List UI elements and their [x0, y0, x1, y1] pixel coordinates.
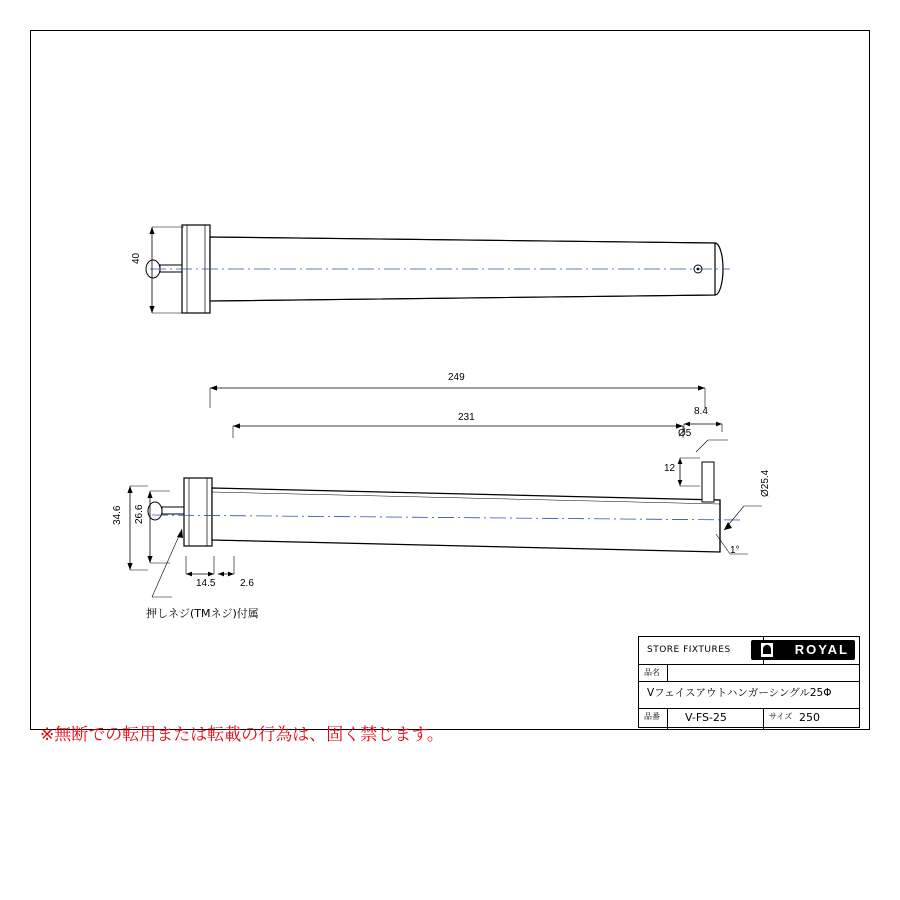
tb-sep-2 [639, 681, 859, 682]
dim-label-angle: 1° [730, 545, 740, 556]
royal-mark-icon [761, 643, 773, 657]
tb-sep-1 [639, 664, 859, 665]
screw-note-label: 押しネジ(TMネジ)付属 [146, 607, 259, 620]
tb-label-size: サイズ [769, 712, 793, 721]
tb-value-size: 250 [799, 711, 820, 724]
dim-label-8-4: 8.4 [694, 406, 708, 417]
copyright-notice: ※無断での転用または転載の行為は、固く禁じます。 [40, 725, 444, 745]
tb-value-name: Vフェイスアウトハンガーシングル25Φ [647, 687, 832, 699]
tb-vsep-2 [667, 708, 668, 729]
top-view-graphic [120, 205, 740, 335]
screw-note-leader [120, 525, 250, 615]
dim-label-dia5: Ø5 [678, 428, 692, 439]
tb-header: STORE FIXTURES [647, 645, 731, 655]
dim-label-34-6: 34.6 [112, 505, 123, 525]
dim-label-dia25-4: Ø25.4 [760, 469, 771, 497]
dim-label-12: 12 [664, 463, 676, 474]
tb-value-code: V-FS-25 [685, 711, 727, 724]
dim-label-231: 231 [458, 412, 475, 423]
brand-name: ROYAL [794, 642, 849, 657]
dim-label-26-6: 26.6 [134, 504, 145, 524]
dim-label-40: 40 [131, 252, 142, 264]
tb-label-code: 品番 [644, 712, 660, 721]
tb-vsep-3 [763, 708, 764, 729]
dim-label-2-6: 2.6 [240, 578, 254, 589]
top-view-dim-40 [128, 205, 188, 335]
dim-label-14-5: 14.5 [196, 578, 216, 589]
dim-label-249: 249 [448, 372, 465, 383]
side-view-dim-249 [205, 368, 725, 408]
tb-label-name: 品名 [644, 668, 660, 677]
tb-sep-3 [639, 708, 859, 709]
tb-vsep-1 [667, 664, 668, 681]
title-block [638, 636, 860, 728]
